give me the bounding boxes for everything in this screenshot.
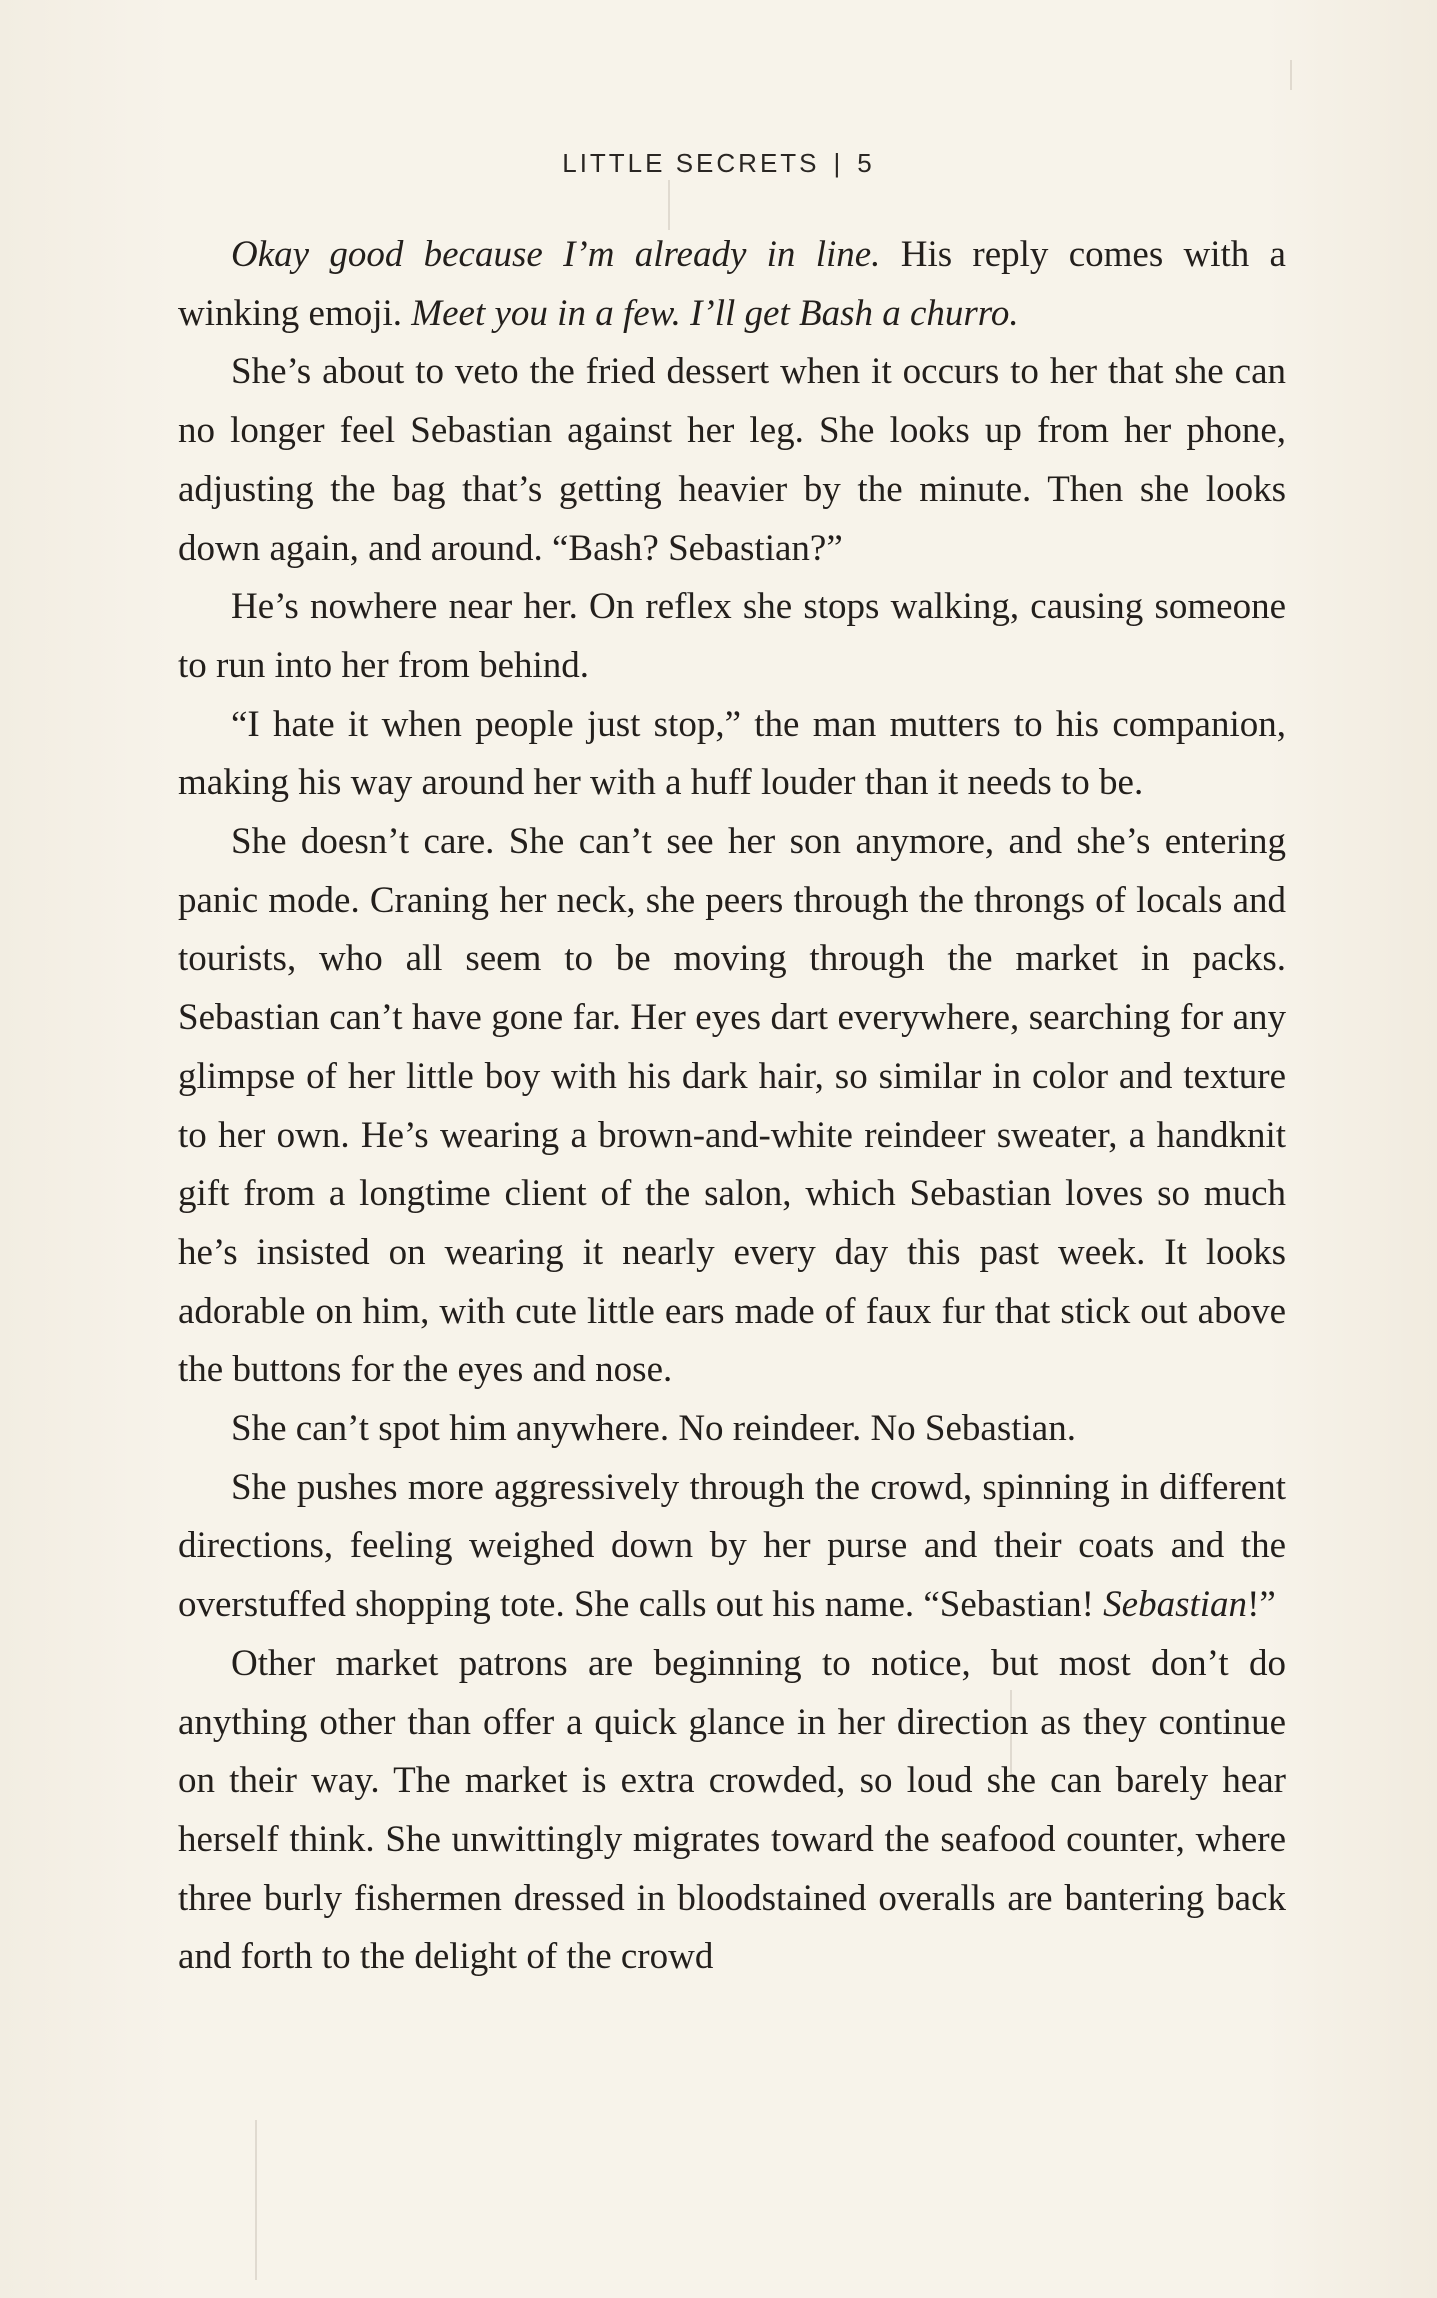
paragraph: [178, 1459, 1286, 1635]
page-speck: [668, 180, 670, 230]
text-run: She doesn’t care. She can’t see her son anymore, and she’s entering panic mode. Craning her neck, she peers through the throngs of locals and tourists, who all seem to be moving through the market in packs. Sebastian can’t have gone far. Her eyes dart everywhere, searching for any glimpse of her little boy with his dark hair, so similar in color and texture to her own. He’s wearing a brown-and-white reindeer sweater, a handknit gift from a longtime client of the salon, which Sebastian loves so much he’s insisted on wearing it nearly every day this past week. It looks adorable on him, with cute little ears made of faux fur that stick out above the buttons for the eyes and nose.: [178, 821, 1286, 1391]
text-run: Other market patrons are beginning to notice, but most don’t do anything other than offer a quick glance in her direction as they continue on their way. The market is extra crowded, so loud she can barely hear herself think. She unwittingly migrates toward the seafood counter, where three burly fishermen dressed in bloodstained overalls are bantering back and forth to the delight of the crowd: [178, 1642, 1286, 1978]
book-title: LITTLE SECRETS: [562, 148, 820, 178]
running-head: [0, 143, 1437, 183]
paragraph: [178, 226, 1286, 343]
paragraph: [178, 1400, 1286, 1459]
paragraph: [178, 813, 1286, 1400]
page-speck: [255, 2120, 257, 2280]
header-separator: |: [833, 148, 844, 178]
text-run: His reply comes with a winking emoji.: [178, 234, 1286, 334]
text-run: She can’t spot him anywhere. No reindeer. No Sebastian.: [231, 1408, 1076, 1450]
text-run: She pushes more aggressively through the crowd, spinning in different directions, feeling weighed down by her purse and their coats and the overstuffed shopping tote. She calls out his name. “Sebastian!: [178, 1466, 1286, 1626]
text-run: !”: [1247, 1584, 1276, 1626]
paragraph: [178, 343, 1286, 578]
text-run: He’s nowhere near her. On reflex she stops walking, causing someone to run into her from behind.: [178, 586, 1286, 686]
paragraph: [178, 578, 1286, 695]
italic-text: Meet you in a few. I’ll get Bash a churro.: [411, 292, 1019, 334]
text-run: “I hate it when people just stop,” the man mutters to his companion, making his way around her with a huff louder than it needs to be.: [178, 703, 1286, 804]
text-run: She’s about to veto the fried dessert when it occurs to her that she can no longer feel Sebastian against her leg. She looks up from her phone, adjusting the bag that’s getting heavier by the minute. Then she looks down again, and around. “Bash? Sebastian?”: [178, 351, 1286, 569]
paragraph: [178, 696, 1286, 813]
page-number: 5: [857, 148, 875, 178]
page-speck: [1290, 60, 1292, 90]
paragraph: [178, 1635, 1286, 1987]
italic-text: Sebastian: [1103, 1584, 1248, 1626]
body-text: [178, 226, 1286, 1987]
italic-text: Okay good because I’m already in line.: [231, 234, 881, 275]
